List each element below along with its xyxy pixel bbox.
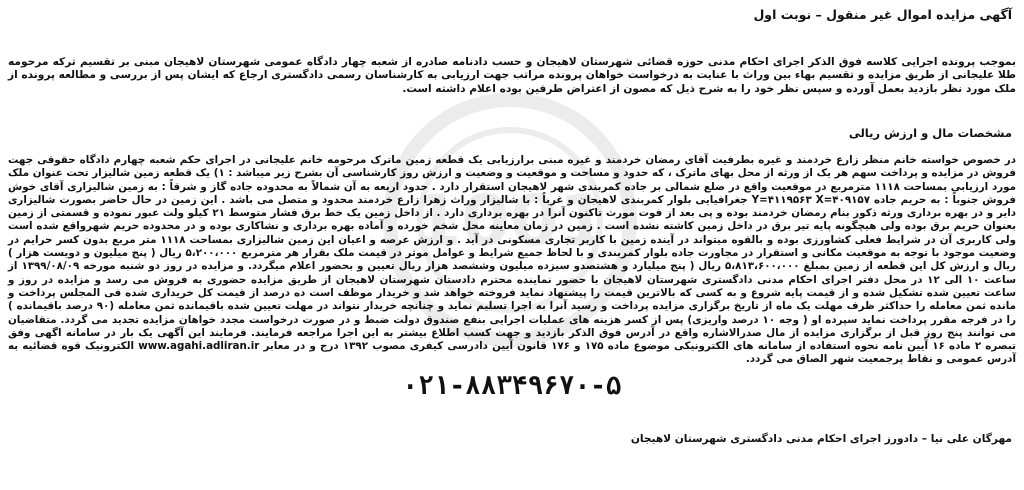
contact-phone: ۰۲۱-۸۸۳۴۹۶۷۰-۵ [402, 370, 622, 401]
body-paragraph [8, 154, 1016, 401]
watermark-text: 1001 [412, 180, 608, 262]
notice-title: آگهی مزایده اموال غیر منقول – نوبت اول [753, 7, 1012, 22]
intro-paragraph: بموجب پرونده اجرایی کلاسه فوق الذکر اجرای احکام مدنی حوزه قضائی شهرستان لاهیجان و حسب دادنامه صادره از شعبه چهار دادگاه عمومی شهرستان لاهیجان مبنی بر تقسیم ترکه مرحومه طلا علیجانی از طریق مزایده و تقسیم بهاء بین وراث با عنایت به درخواست خواهان پرونده مراتب جهت ارزیابی به کارشناسان رسمی دادگستری ارجاع که ایشان پس از بررسی و مطالعه پرونده از ملک مورد نظر بازدید بعمل آورده و سپس نظر خود را به شرح ذیل که مصون از اعتراض طرفین بوده اعلام داشته است. [8, 56, 1016, 95]
signature-line: مهرگان علی نیا – دادورز اجرای احکام مدنی دادگستری شهرستان لاهیجان [630, 433, 1012, 445]
section-heading: مشخصات مال و ارزش ریالی [848, 126, 1012, 140]
body-text: در خصوص خواسته خانم منظر زارع خردمند و غیره بطرفیت آقای رمضان خردمند و غیره مبنی برارزیابی یک قطعه زمین ماترک مرحومه خانم علیجانی در اجرای حکم شعبه چهارم دادگاه حقوقی جهت فروش در مزایده و پرداخت سهم هر یک از ورثه از محل بهای ماترک ، که حدود و مساحت و موقعیت و وضعیت و ارزش روز کارشناسی آن بشرح زیر میباشد : ۱) یک قطعه زمین شالیزار تحت عنوان ملک مورد ارزیابی بمساحت ۱۱۱۸ مترمربع در موقعیت واقع در ضلع شمالی بر جاده کمربندی شهر لاهیجان استقرار دارد . حدود اربعه به آن شمالاً به محدوده جاده گاز و شرقاً : به زمین شالیزاری آقای خوش فروش جنوباً : به حریم جاده Y=۴۱۱۹۵۶۳ X=۴۰۹۱۵۷ جغرافیایی بلوار کمربندی لاهیجان و غرباً : با شالیزار وراث زهرا زارع خردمند محدود و متصل می باشد . این زمین در حال حاضر بصورت شالیزاری دایر و در بهره برداری ورثه ذکور بنام رمضان خردمند بوده و پی بعد از فوت مورث تاکنون آنرا در بهره برداری دارد . از داخل زمین یک خط برق فشار متوسط ۲۱ کیلو ولت عبور نموده و قسمتی از زمین بعنوان حریم برق بوده ولی هیچگونه پایه تیر برق در داخل زمین کاشته نشده است . زمین در زمان معاینه محل شخم خورده و آماده بهره برداری و نشاکاری بوده و در محدوده حریم شهرواقع شده است ولی کاربری آن در شرایط فعلی کشاورزی بوده و بالقوه میتواند در آینده زمین با کاربر تجاری مسکونی در آید . و ارزش عرصه و اعیان این زمین شالیزاری بمساحت ۱۱۱۸ متر مربع بدون کسر حرایم در وضعیت موجود با توجه به موقعیت مکانی و استقرار در مجاورت جاده بلوار کمربندی و با لحاظ جمیع شرایط و عوامل موثر در قیمت ملک بقرار هر مترمربع ۵،۲۰۰،۰۰۰ ریال ( پنج میلیون و دویست هزار ) ریال و ارزش کل این قطعه از زمین بمبلغ ۵،۸۱۳،۶۰۰،۰۰۰ ریال ( پنج میلیارد و هشتصدو سیزده میلیون وششصد هزار ریال تعیین و بحضور اعلام میگردد. و مزایده در روز دو شنبه مورخه ۱۳۹۹/۰۸/۰۹ از ساعت ۱۰ الی ۱۲ در محل دفتر اجرای احکام مدنی دادگستری شهرستان لاهیجان با حضور نماینده محترم دادستان شهرستان لاهیجان از طریق مزایده حضوری به فروش می رسد و مزایده در روز و ساعت تعیین شده تشکیل شده و از قیمت پایه شروع و به کسی که بالاترین قیمت را پیشنهاد نماید فروخته خواهد شد و خریدار موظف است ده درصد از قیمت کل خریداری شده فی المجلس پرداخت و مانده ثمن معامله را حداکثر ظرف مهلت یک ماه از تاریخ برگزاری مزایده پرداخت و رسید آنرا به اجرا تسلیم نماید و چنانچه خریدار نتواند در مهلت تعیین شده باقیمانده ثمن معامله (۹۰ درصد باقیمانده ) را در فرجه مقرر پرداخت نماید سپرده او ( وجه ۱۰ درصد واریزی) پس از کسر هزینه های عملیات اجرایی بنفع صندوق دولت ضبط و در صورت درخواست مجدد خواهان مزایده تجدید می گردد. متقاضیان می توانند پنج روز قبل از برگزاری مزایده از مال صدرالاشاره واقع در آدرس فوق الذکر بازدید و جهت کسب اطلاع بیشتر به این اجرا مراجعه فرمایند. فرمایند این آگهی یک بار در سامانه اگهی وفق تبصره ۲ ماده ۱۶ آیین نامه نحوه استفاده از سامانه های الکترونیکی موضوع ماده ۱۷۵ و ۱۷۶ قانون آیین دادرسی کیفری مصوب ۱۳۹۲ درج و در معابر www.agahi.adliran.ir الکترونیک قوه قضائیه به آدرس عمومی و نقاط پرجمعیت شهر الصاق می گردد. [8, 154, 1017, 366]
